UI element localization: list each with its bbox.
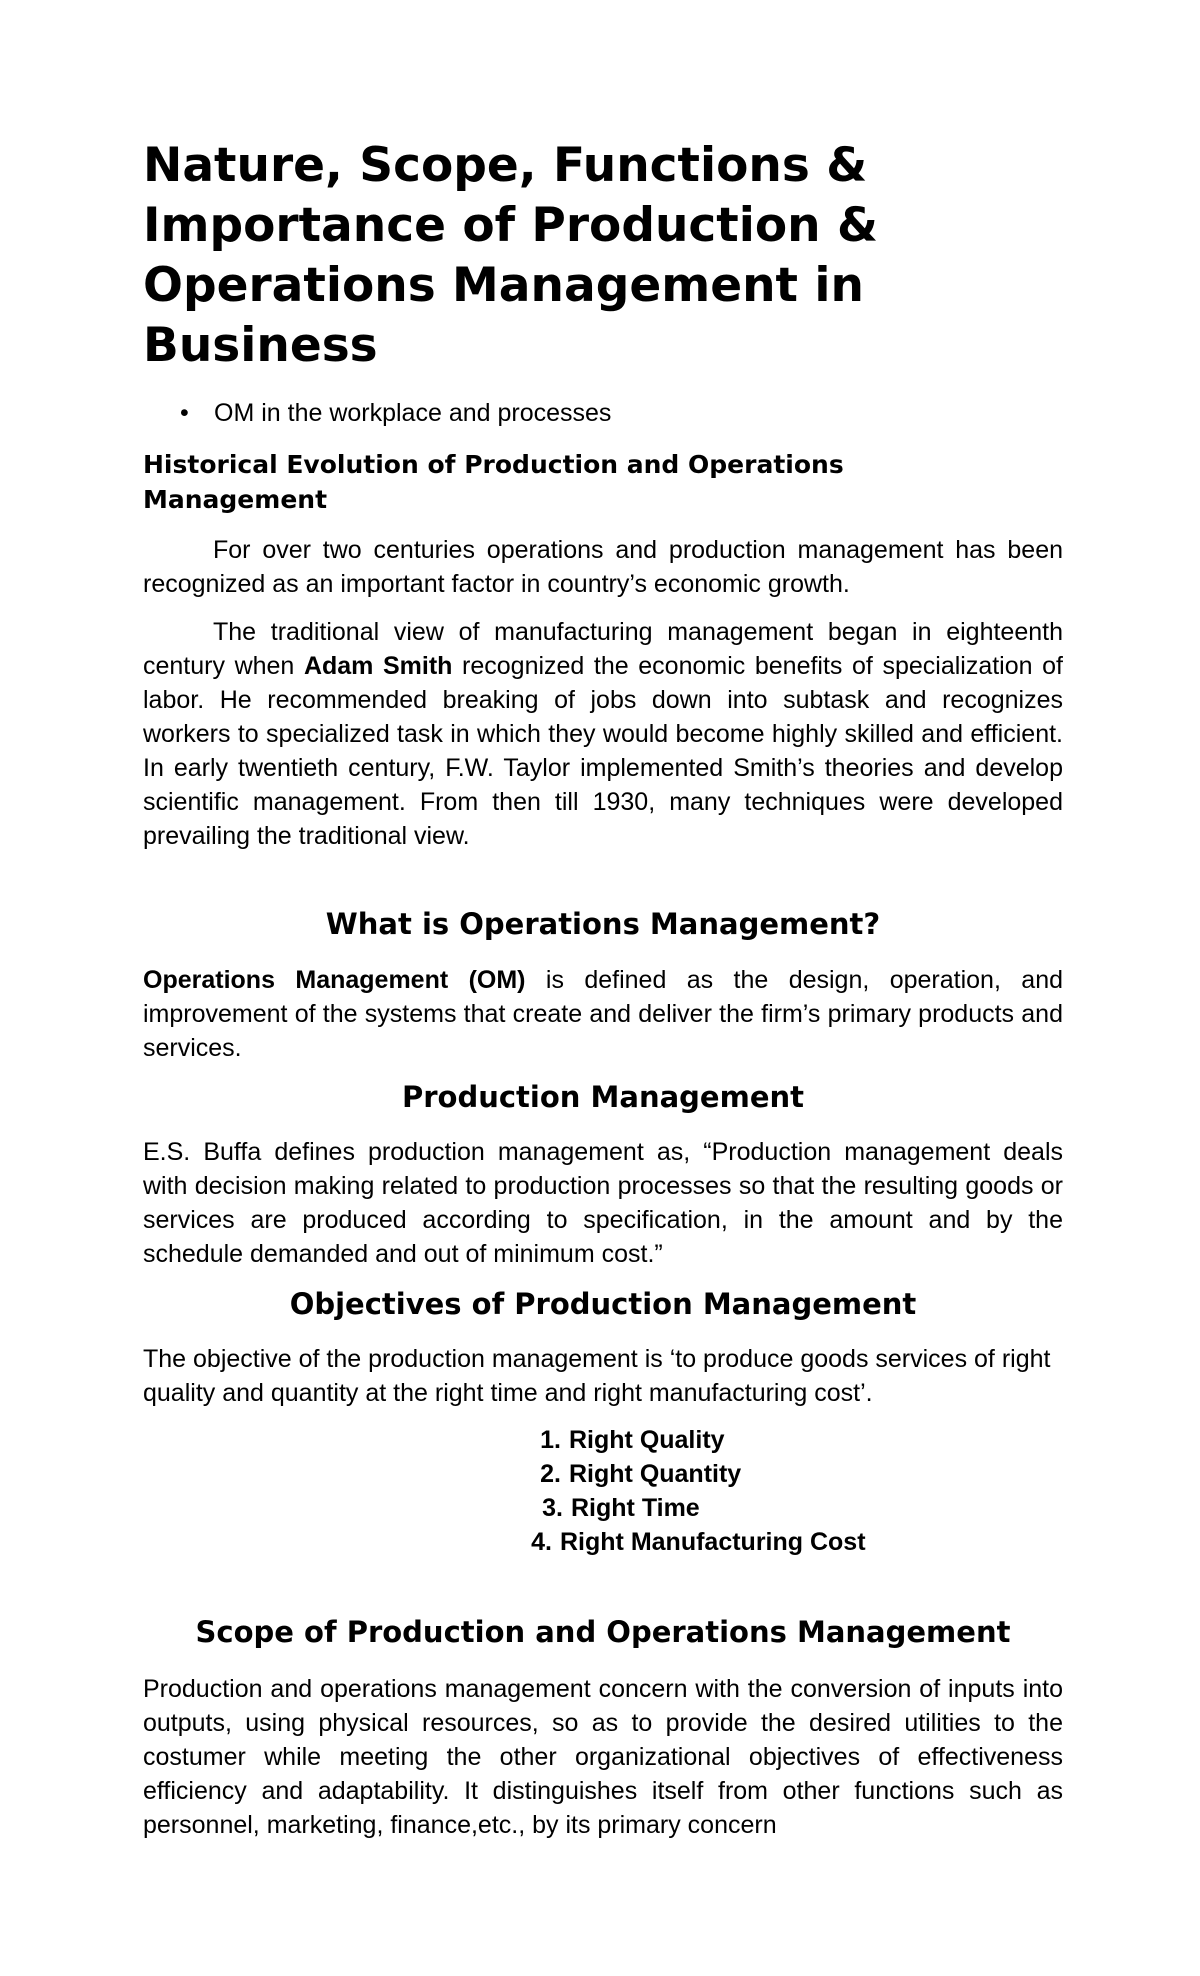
list-item <box>516 1525 866 1559</box>
history-heading: Historical Evolution of Production and Operations Management <box>143 450 844 514</box>
what-is-om-heading: What is Operations Management? <box>325 907 881 941</box>
objectives-paragraph: The objective of the production management is ‘to produce goods services of right quality and quantity at the right time and right manufacturing cost’. <box>143 1345 1051 1407</box>
scope-heading: Scope of Production and Operations Management <box>195 1615 1011 1649</box>
scope-paragraph: Production and operations management concern with the conversion of inputs into outputs, using physical resources, so as to provide the desired utilities to the costumer while meeting the other organizational objectives of effectiveness efficiency and adaptability. It distinguishes itself from other functions such as personnel, marketing, finance,etc., by its primary concern <box>143 1675 1063 1839</box>
production-heading: Production Management <box>401 1080 804 1114</box>
list-item-label: Right Quantity <box>569 1460 742 1488</box>
list-item <box>527 1491 866 1525</box>
om-definition-paragraph <box>143 963 1063 1065</box>
list-item <box>525 1423 866 1457</box>
list-item-number: 3. <box>542 1494 563 1522</box>
title-line: Nature, Scope, Functions & <box>143 138 868 193</box>
page-title <box>143 136 1043 376</box>
title-line: Business <box>143 318 378 373</box>
list-item-label: Right Time <box>571 1494 700 1522</box>
title-line: Importance of Production & <box>143 198 878 253</box>
title-line: Operations Management in <box>143 258 864 313</box>
objectives-heading: Objectives of Production Management <box>289 1287 917 1321</box>
om-term-bold: Operations Management (OM) <box>143 966 526 994</box>
history-paragraph-1: For over two centuries operations and production management has been recognized as an important factor in country’s economic growth. <box>143 536 1063 598</box>
history-text-before: The traditional view of manufacturing management began in eighteenth century when <box>143 618 1063 680</box>
list-item-number: 1. <box>540 1426 561 1454</box>
history-text-after: recognized the economic benefits of specialization of labor. He recommended breaking of jobs down into subtask and recognizes workers to specialized task in which they would become highly skilled and efficient. In early twentieth century, F.W. Taylor implemented Smith’s theories and develop scientific management. From then till 1930, many techniques were developed prevailing the traditional view. <box>143 652 1063 850</box>
history-paragraph-2 <box>143 615 1063 853</box>
bullet-text: OM in the workplace and processes <box>214 399 612 427</box>
list-item <box>525 1457 866 1491</box>
list-item-label: Right Quality <box>569 1426 725 1454</box>
bullet-icon: • <box>180 399 189 427</box>
list-item-label: Right Manufacturing Cost <box>560 1528 866 1556</box>
om-definition-text: is defined as the design, operation, and improvement of the systems that create and deliver the firm’s primary products and services. <box>143 966 1064 1062</box>
list-item-number: 4. <box>531 1528 552 1556</box>
adam-smith-bold: Adam Smith <box>303 652 453 680</box>
list-item-number: 2. <box>540 1460 561 1488</box>
objectives-list <box>500 1423 866 1559</box>
production-paragraph: E.S. Buffa defines production management as, “Production management deals with decision making related to production processes so that the resulting goods or services are produced according to specification, in the amount and by the schedule demanded and out of minimum cost.” <box>143 1138 1063 1268</box>
